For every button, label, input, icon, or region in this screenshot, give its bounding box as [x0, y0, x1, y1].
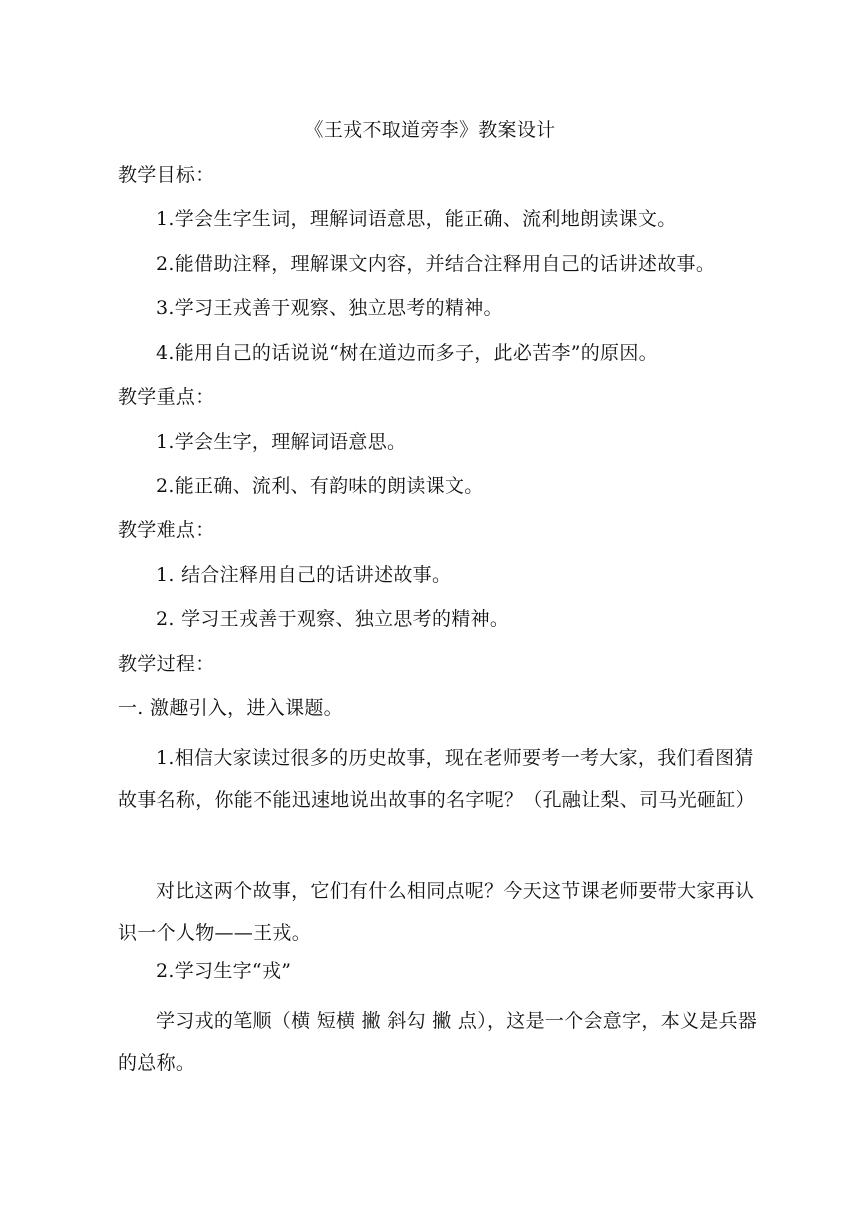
- difficulty-item: 1. 结合注释用自己的话讲述故事。: [156, 564, 452, 586]
- document-title: 《王戎不取道旁李》教案设计: [304, 119, 556, 141]
- objectives-heading: 教学目标：: [118, 164, 215, 186]
- key-point-item: 2.能正确、流利、有韵味的朗读课文。: [156, 475, 484, 497]
- objective-item: 2.能借助注释，理解课文内容，并结合注释用自己的话讲述故事。: [156, 253, 716, 275]
- process-section-heading: 一. 激趣引入，进入课题。: [118, 697, 343, 719]
- key-points-heading: 教学重点：: [118, 386, 215, 408]
- process-item: 2.学习生字“戎”: [156, 960, 292, 982]
- objective-item: 1.学会生字生词，理解词语意思，能正确、流利地朗读课文。: [156, 208, 677, 230]
- process-paragraph: 对比这两个故事，它们有什么相同点呢？今天这节课老师要带大家再认识一个人物——王戎。: [118, 880, 755, 944]
- difficulty-item: 2. 学习王戎善于观察、独立思考的精神。: [156, 608, 510, 630]
- process-paragraph: 学习戎的笔顺（横 短横 撇 斜勾 撇 点），这是一个会意字，本义是兵器的总称。: [118, 1010, 758, 1074]
- key-point-item: 1.学会生字，理解词语意思。: [156, 431, 407, 453]
- process-paragraph: 1.相信大家读过很多的历史故事，现在老师要考一考大家，我们看图猜故事名称，你能不能迅速地说出故事的名字呢？（孔融让梨、司马光砸缸）: [118, 747, 755, 811]
- process-heading: 教学过程：: [118, 653, 215, 675]
- difficulties-heading: 教学难点：: [118, 519, 215, 541]
- objective-item: 4.能用自己的话说说“树在道边而多子，此必苦李”的原因。: [156, 342, 658, 364]
- objective-item: 3.学习王戎善于观察、独立思考的精神。: [156, 297, 503, 319]
